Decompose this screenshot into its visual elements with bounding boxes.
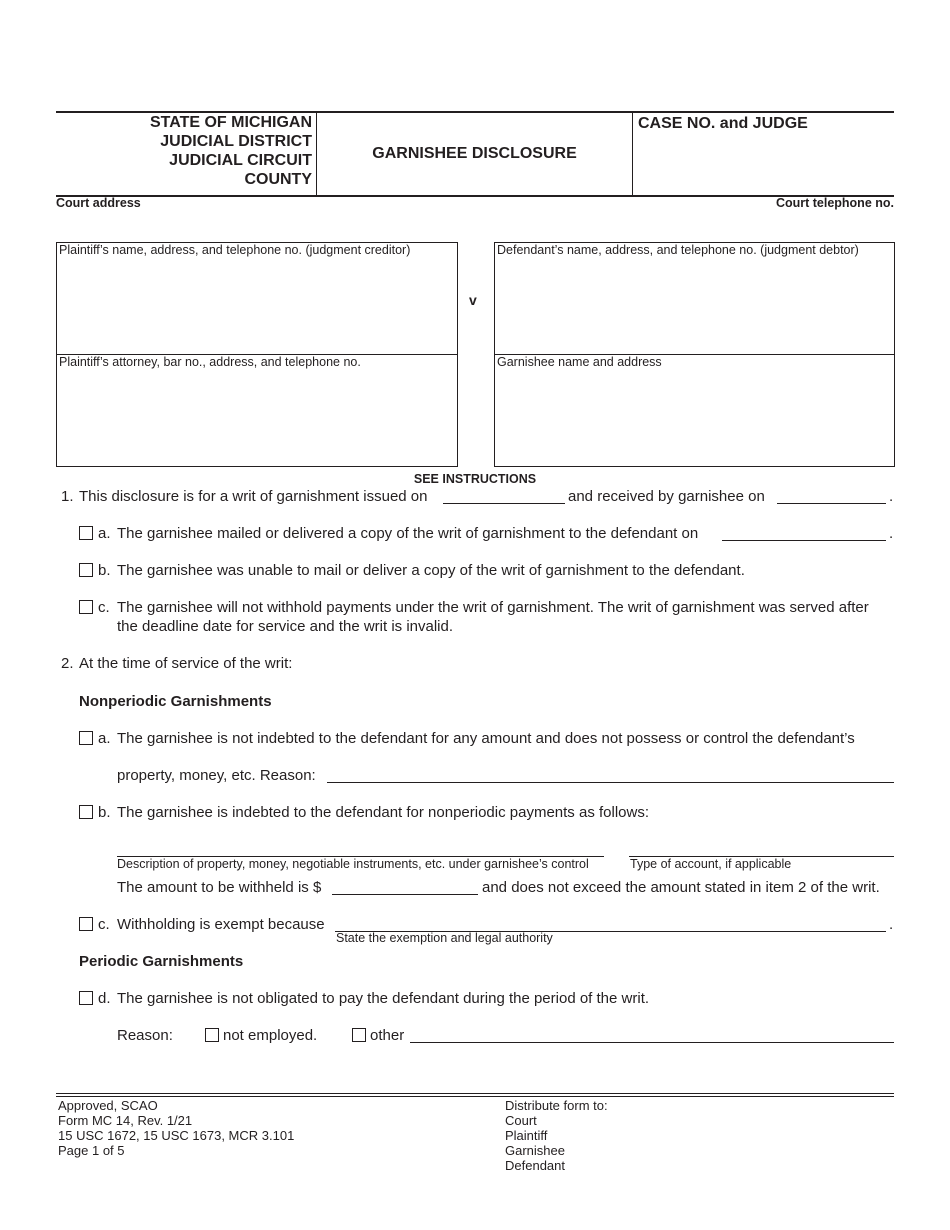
item1b-letter: b. (98, 562, 111, 579)
court-line-county: COUNTY (244, 171, 312, 188)
item2b-account-type-caption: Type of account, if applicable (630, 857, 792, 871)
item2b-letter: b. (98, 804, 111, 821)
item1a-letter: a. (98, 525, 111, 542)
item1a-text: The garnishee mailed or delivered a copy of the writ of garnishment to the defendant on (117, 525, 699, 542)
plaintiff-field[interactable] (56, 256, 458, 352)
distribute-garnishee: Garnishee (505, 1143, 565, 1158)
court-name-block (56, 113, 312, 189)
item2a-letter: a. (98, 730, 111, 747)
court-address-label: Court address (56, 196, 141, 210)
court-line-circuit: JUDICIAL CIRCUIT (169, 152, 312, 169)
court-phone-label: Court telephone no. (775, 196, 894, 210)
item1-text-received: and received by garnishee on (568, 488, 765, 505)
footer-approved: Approved, SCAO (58, 1098, 158, 1113)
not-employed-label: not employed. (223, 1027, 318, 1044)
header-bottom-rule (56, 195, 894, 197)
item2b-checkbox[interactable] (79, 805, 93, 819)
item2b-amount-pre: The amount to be withheld is $ (117, 879, 322, 896)
item2c-checkbox[interactable] (79, 917, 93, 931)
item2-text: At the time of service of the writ: (79, 655, 293, 672)
distribute-court: Court (505, 1113, 537, 1128)
footer-statutes: 15 USC 1672, 15 USC 1673, MCR 3.101 (58, 1128, 295, 1143)
footer-form-number: Form MC 14, Rev. 1/21 (58, 1113, 193, 1128)
item2a-checkbox[interactable] (79, 731, 93, 745)
writ-received-date-field[interactable] (777, 503, 886, 504)
footer-distribution-block (505, 1098, 608, 1173)
plaintiff-attorney-label: Plaintiff’s attorney, bar no., address, and telephone no. (59, 355, 361, 369)
item2c-letter: c. (98, 916, 110, 933)
versus-label: v (469, 292, 477, 308)
item1b-checkbox[interactable] (79, 563, 93, 577)
defendant-field[interactable] (494, 256, 895, 352)
other-reason-field[interactable] (410, 1042, 894, 1043)
not-employed-checkbox[interactable] (205, 1028, 219, 1042)
item1a-period: . (889, 525, 894, 542)
item1a-checkbox[interactable] (79, 526, 93, 540)
writ-issued-date-field[interactable] (443, 503, 565, 504)
footer-left-block (58, 1098, 294, 1158)
nonperiodic-heading: Nonperiodic Garnishments (79, 693, 272, 710)
item1c-letter: c. (98, 599, 110, 616)
item2c-period: . (889, 916, 894, 933)
case-number-label: CASE NO. and JUDGE (638, 115, 808, 132)
item1b-text: The garnishee was unable to mail or deliver a copy of the writ of garnishment to the defendant. (117, 562, 745, 579)
plaintiff-label: Plaintiff’s name, address, and telephone no. (judgment creditor) (59, 243, 411, 257)
item2d-letter: d. (98, 990, 111, 1007)
item2d-text: The garnishee is not obligated to pay the defendant during the period of the writ. (117, 990, 650, 1007)
item2b-description-caption: Description of property, money, negotiable instruments, etc. under garnishee’s control (117, 857, 589, 871)
garnishee-label: Garnishee name and address (497, 355, 662, 369)
item1c-text-line1: The garnishee will not withhold payments under the writ of garnishment. The writ of garnishment was served after (117, 599, 869, 616)
see-instructions-heading: SEE INSTRUCTIONS (413, 472, 537, 486)
item2d-reason-label: Reason: (117, 1027, 173, 1044)
footer-rule-top (56, 1093, 894, 1094)
footer-rule-bottom (56, 1096, 894, 1097)
item2a-text-line2: property, money, etc. Reason: (117, 767, 316, 784)
garnishee-field[interactable] (494, 370, 895, 465)
periodic-heading: Periodic Garnishments (79, 953, 244, 970)
distribute-defendant: Defendant (505, 1158, 565, 1173)
item1-text-issued: This disclosure is for a writ of garnishment issued on (79, 488, 428, 505)
item1-period: . (889, 488, 894, 505)
plaintiff-attorney-field[interactable] (56, 370, 458, 465)
item2b-amount-post: and does not exceed the amount stated in item 2 of the writ. (482, 879, 880, 896)
defendant-label: Defendant’s name, address, and telephone no. (judgment debtor) (497, 243, 859, 257)
item1c-checkbox[interactable] (79, 600, 93, 614)
footer-page: Page 1 of 5 (58, 1143, 125, 1158)
item1c-text-line2: the deadline date for service and the writ is invalid. (117, 618, 454, 635)
distribute-title: Distribute form to: (505, 1098, 608, 1113)
item2d-checkbox[interactable] (79, 991, 93, 1005)
court-line-state: STATE OF MICHIGAN (149, 114, 312, 131)
item2a-text-line1: The garnishee is not indebted to the defendant for any amount and does not possess or control the defendant’s (117, 730, 855, 747)
item2b-amount-field[interactable] (332, 894, 478, 895)
item2-number: 2. (61, 655, 74, 672)
form-title: GARNISHEE DISCLOSURE (372, 145, 577, 162)
item1a-date-field[interactable] (722, 540, 886, 541)
item2a-reason-field[interactable] (327, 782, 894, 783)
header-divider-right (632, 111, 633, 196)
other-checkbox[interactable] (352, 1028, 366, 1042)
other-label: other (370, 1027, 405, 1044)
distribute-plaintiff: Plaintiff (505, 1128, 548, 1143)
item1-number: 1. (61, 488, 74, 505)
item2c-caption: State the exemption and legal authority (336, 931, 553, 945)
item2b-text: The garnishee is indebted to the defendant for nonperiodic payments as follows: (117, 804, 650, 821)
item2c-text: Withholding is exempt because (117, 916, 325, 933)
court-line-district: JUDICIAL DISTRICT (160, 133, 312, 150)
